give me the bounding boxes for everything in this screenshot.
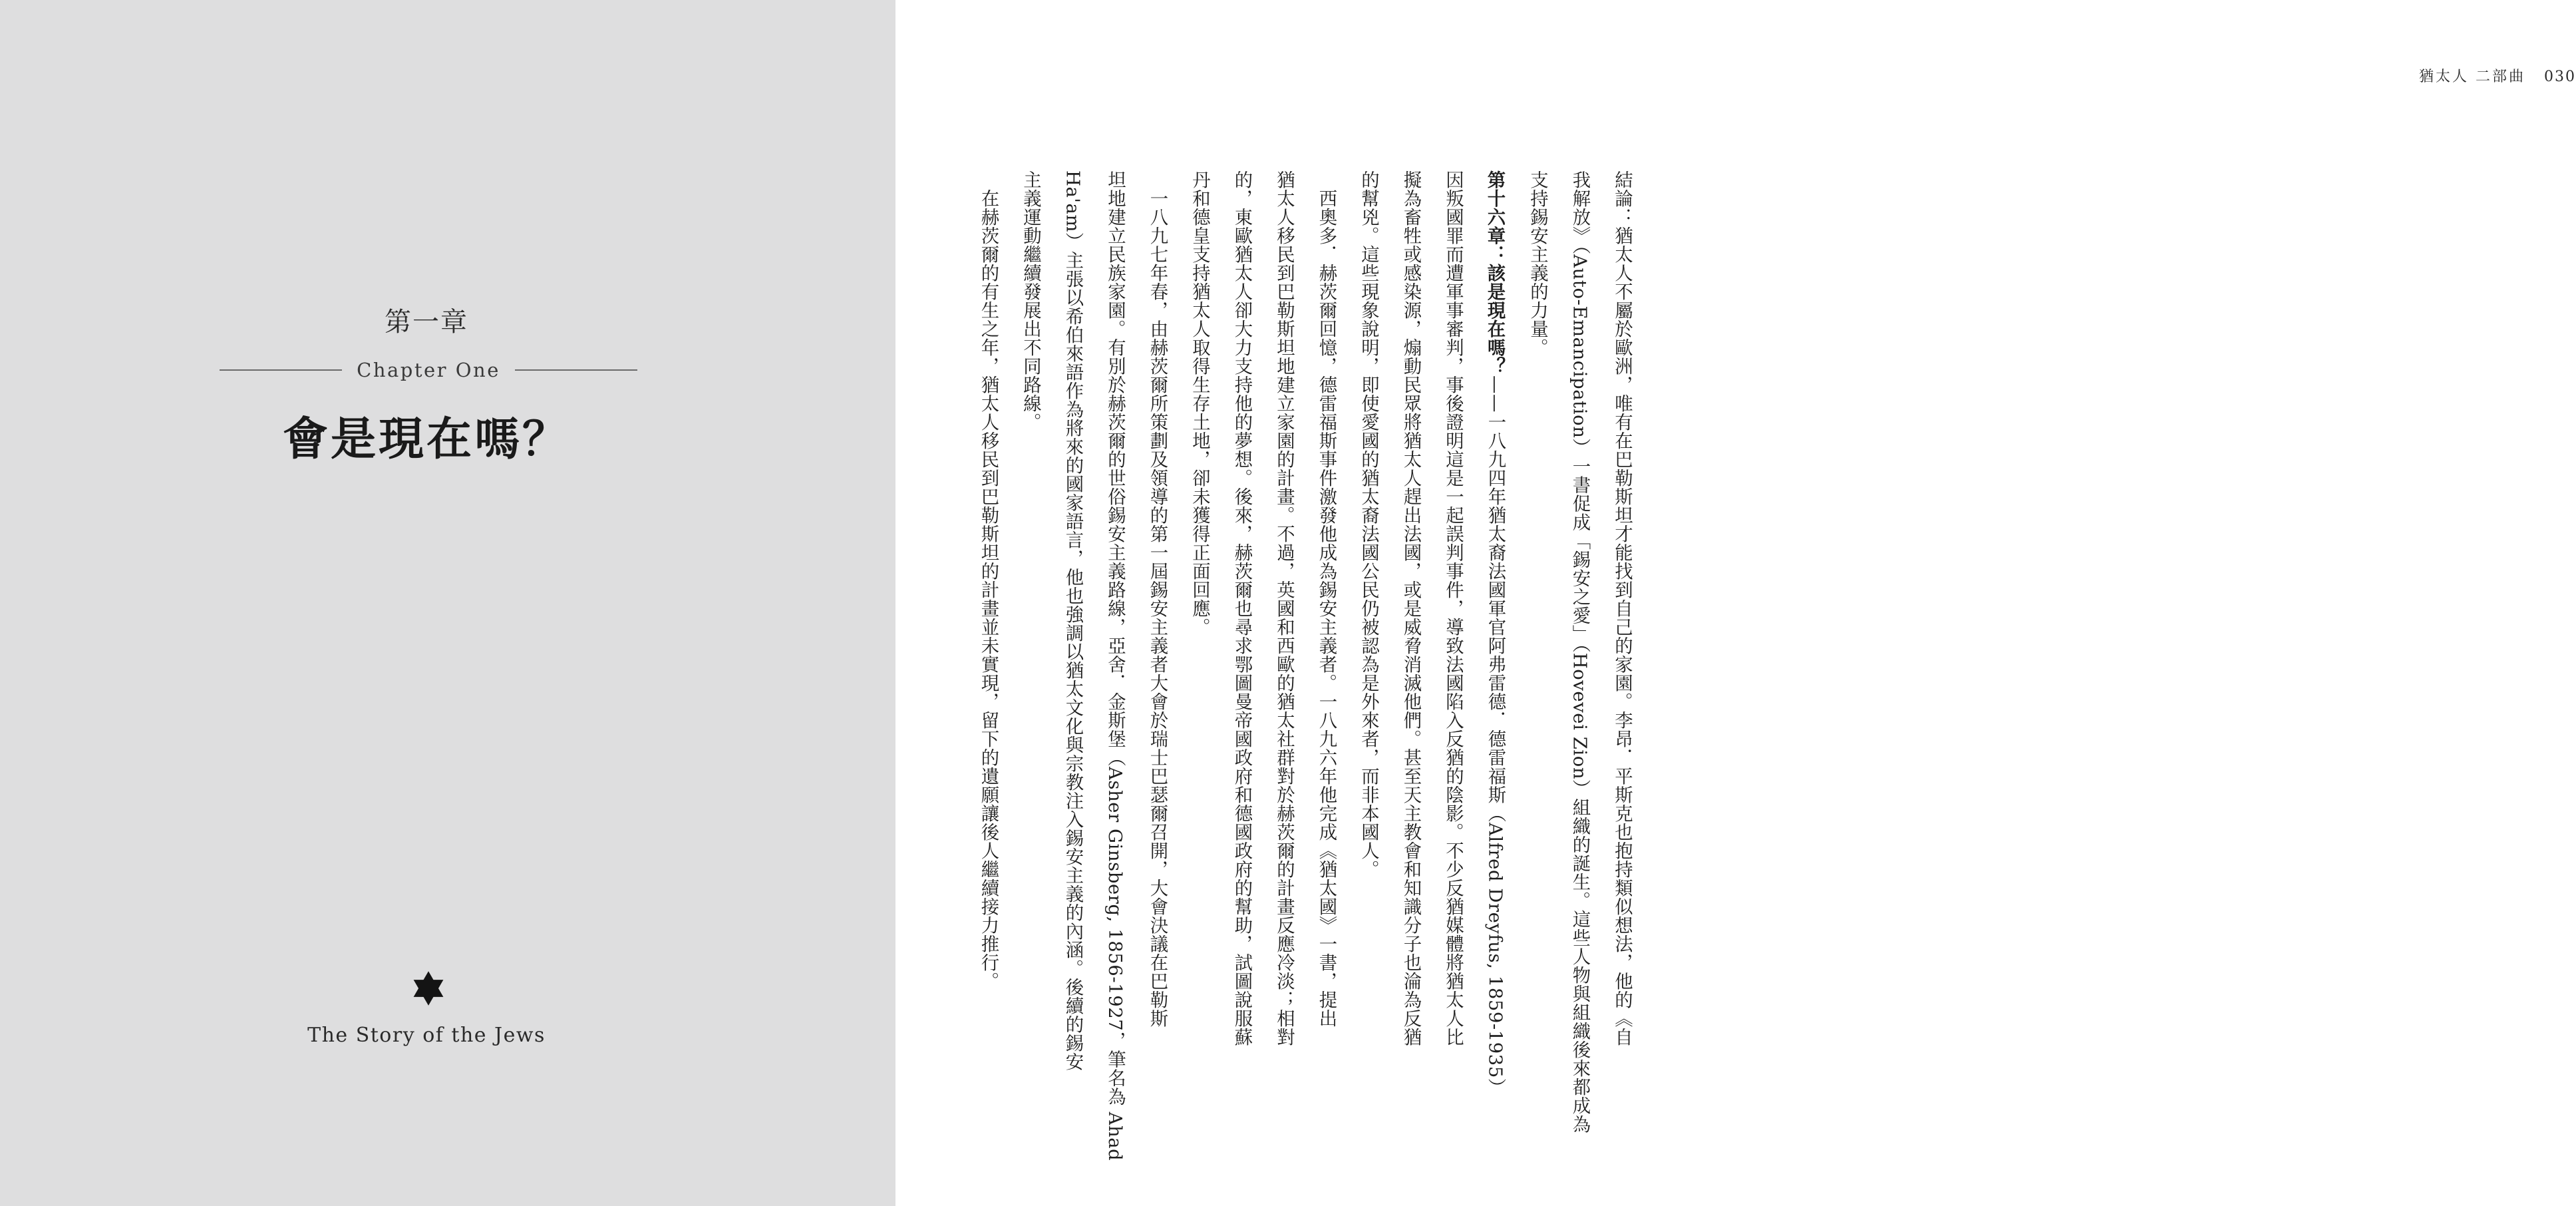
text-column [1309, 170, 1343, 1028]
divider-left [220, 369, 342, 371]
text-column [1394, 170, 1427, 1046]
text-line: 主義運動繼續發展出不同路線。 [1020, 170, 1041, 431]
text-line: 因叛國罪而遭軍事審判，事後證明這是一起誤判事件，導致法國陷入反猶的陰影。不少反猶媒體將猶太人比 [1442, 170, 1463, 1046]
text-line: 我解放》（Auto-Emancipation）一書促成「錫安之愛」（Hovevei Zion）組織的誕生。這些人物與組織後來都成為 [1569, 170, 1590, 1134]
chapter-label: 第一章 [385, 307, 468, 337]
text-column [1013, 170, 1046, 431]
text-column [1436, 170, 1469, 1046]
text-column [1563, 170, 1596, 1133]
chapter-label-en-row [220, 357, 637, 383]
text-line: 結論：猶太人不屬於歐洲，唯有在巴勒斯坦才能找到自己的家園。李昂．平斯克也抱持類似想法，他的《自 [1611, 170, 1632, 1046]
series-title: The Story of the Jews [307, 1024, 546, 1047]
text-line: 猶太人移民到巴勒斯坦地建立家園的計畫。不過，英國和西歐的猶太社群對於赫茨爾的計畫反應冷淡；相對 [1273, 170, 1294, 1046]
text-column [971, 170, 1005, 990]
text-line: 一八九七年春，由赫茨爾所策劃及領導的第一屆錫安主義者大會於瑞士巴瑟爾召開，大會決議在巴勒斯 [1146, 170, 1168, 1028]
chapter-opener-page [0, 0, 895, 1206]
text-line: 在赫茨爾的有生之年，猶太人移民到巴勒斯坦的計畫並未實現，留下的遺願讓後人繼續接力推行。 [977, 170, 999, 990]
text-line: 丹和德皇支持猶太人取得生存土地，卻未獲得正面回應。 [1189, 170, 1209, 636]
text-column [1520, 170, 1553, 357]
text-line: 坦地建立民族家園。有別於赫茨爾的世俗錫安主義路線，亞舍．金斯堡（Asher Ginsberg, 1856-1927，筆名為 Ahad [1104, 170, 1125, 1161]
text-page [895, 0, 2576, 1206]
text-line: 西奧多．赫茨爾回憶，德雷福斯事件激發他成為錫安主義者。一八九六年他完成《猶太國》一書，提出 [1315, 170, 1337, 1028]
text-line: ——一八九四年猶太裔法國軍官阿弗雷德．德雷福斯（Alfred Dreyfus, 1859-1935） [1484, 375, 1506, 1097]
text-column [1267, 170, 1300, 1046]
text-line: Ha'am）主張以希伯來語作為將來的國家語言，他也強調以猶太文化與宗教注入錫安主義的內涵。後續的錫安 [1062, 170, 1083, 1072]
text-column [1056, 170, 1089, 1071]
text-column [1605, 170, 1638, 1046]
chapter-summary-heading: 第十六章：該是現在嗎？ [1484, 170, 1506, 375]
text-line: 支持錫安主義的力量。 [1527, 170, 1547, 357]
text-column [1182, 170, 1215, 636]
chapter-label-en: Chapter One [357, 359, 500, 381]
text-column [1351, 170, 1384, 879]
star-of-david-icon [410, 970, 447, 1007]
text-column [1225, 170, 1258, 1046]
text-column [1098, 170, 1131, 1161]
page-number: 030 [2544, 69, 2576, 85]
text-column [1478, 170, 1512, 1097]
chapter-title: 會是現在嗎？ [282, 413, 570, 466]
running-head [2419, 65, 2576, 86]
divider-right [515, 369, 637, 371]
text-line: 擬為畜牲或感染源，煽動民眾將猶太人趕出法國，或是威脅消滅他們。甚至天主教會和知識分子也淪為反猶 [1400, 170, 1421, 1046]
text-line: 的幫兇。這些現象說明，即使愛國的猶太裔法國公民仍被認為是外來者，而非本國人。 [1358, 170, 1378, 879]
text-line: 的，東歐猶太人卻大力支持他的夢想。後來，赫茨爾也尋求鄂圖曼帝國政府和德國政府的幫助，試圖說服蘇 [1231, 170, 1252, 1046]
text-column [1140, 170, 1174, 1028]
running-head-title: 猶太人 二部曲 [2419, 69, 2525, 85]
